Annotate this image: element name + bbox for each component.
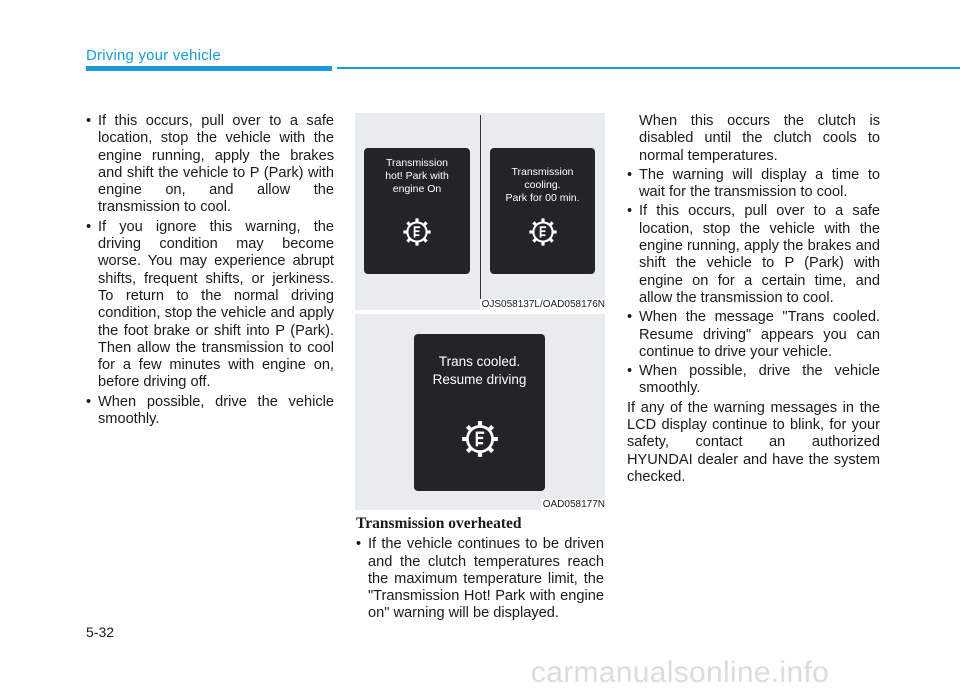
bullet-list [356, 536, 604, 622]
figure-code: OJS058137L/OAD058176N [481, 299, 605, 310]
sub-heading: Transmission overheated [356, 515, 522, 532]
list-item: • If the vehicle continues to be driven and the clutch temperatures reach the maximum temperature limit, the "Transmission Hot! Park with engine on" warning will be displayed. [356, 536, 604, 622]
column-left [86, 113, 334, 430]
list-item: • If you ignore this warning, the driving condition may become worse. You may experience abrupt shifts, frequent shifts, or jerkiness. To return to the normal driving condition, stop the vehicle and apply the foot brake or shift into P (Park). Then allow the transmission to cool for a few minutes with engine on, before driving off. [86, 219, 334, 392]
figure-transmission-warnings [355, 113, 605, 310]
lcd-message: Transmission hot! Park with engine On [385, 157, 449, 195]
transmission-gear-warning-icon [401, 216, 433, 248]
lcd-display-cooling [490, 148, 595, 274]
lcd-message: Transmission cooling. Park for 00 min. [505, 166, 580, 204]
bullet-list [627, 167, 880, 398]
figure-trans-cooled [355, 314, 605, 510]
list-item: • The warning will display a time to wait for the transmission to cool. [627, 167, 880, 202]
figure-code: OAD058177N [542, 499, 605, 510]
header-bar [86, 66, 332, 71]
lcd-display-hot [364, 148, 470, 274]
list-item: • When possible, drive the vehicle smoothly. [86, 394, 334, 429]
bullet-list [86, 113, 334, 428]
lcd-message: Trans cooled. Resume driving [432, 354, 527, 387]
list-item: • When possible, drive the vehicle smoothly. [627, 363, 880, 398]
transmission-gear-warning-icon [527, 216, 559, 248]
transmission-gear-warning-icon [459, 418, 501, 460]
page-number: 5-32 [86, 624, 115, 640]
closing-paragraph: If any of the warning messages in the LCD display continue to blink, for your safety, contact an authorized HYUNDAI dealer and have the system checked. [627, 399, 880, 485]
watermark: carmanualsonline.info [530, 656, 830, 689]
header-rule [337, 67, 960, 69]
list-item: • If this occurs, pull over to a safe location, stop the vehicle with the engine running, apply the brakes and shift the vehicle to P (Park) with engine on for a certain time, and allow the transmission to cool. [627, 203, 880, 307]
column-right [627, 113, 880, 488]
section-title: Driving your vehicle [86, 47, 221, 64]
column-middle [356, 515, 604, 625]
lcd-display-cooled [414, 334, 545, 491]
continuation-text: When this occurs the clutch is disabled until the clutch cools to normal temperatures. [639, 113, 880, 164]
list-item: • If this occurs, pull over to a safe location, stop the vehicle with the engine running, apply the brakes and shift the vehicle to P (Park) with engine on, and allow the transmission to cool. [86, 113, 334, 217]
list-item: • When the message "Trans cooled. Resume driving" appears you can continue to drive your vehicle. [627, 309, 880, 361]
figure-divider [480, 115, 481, 299]
